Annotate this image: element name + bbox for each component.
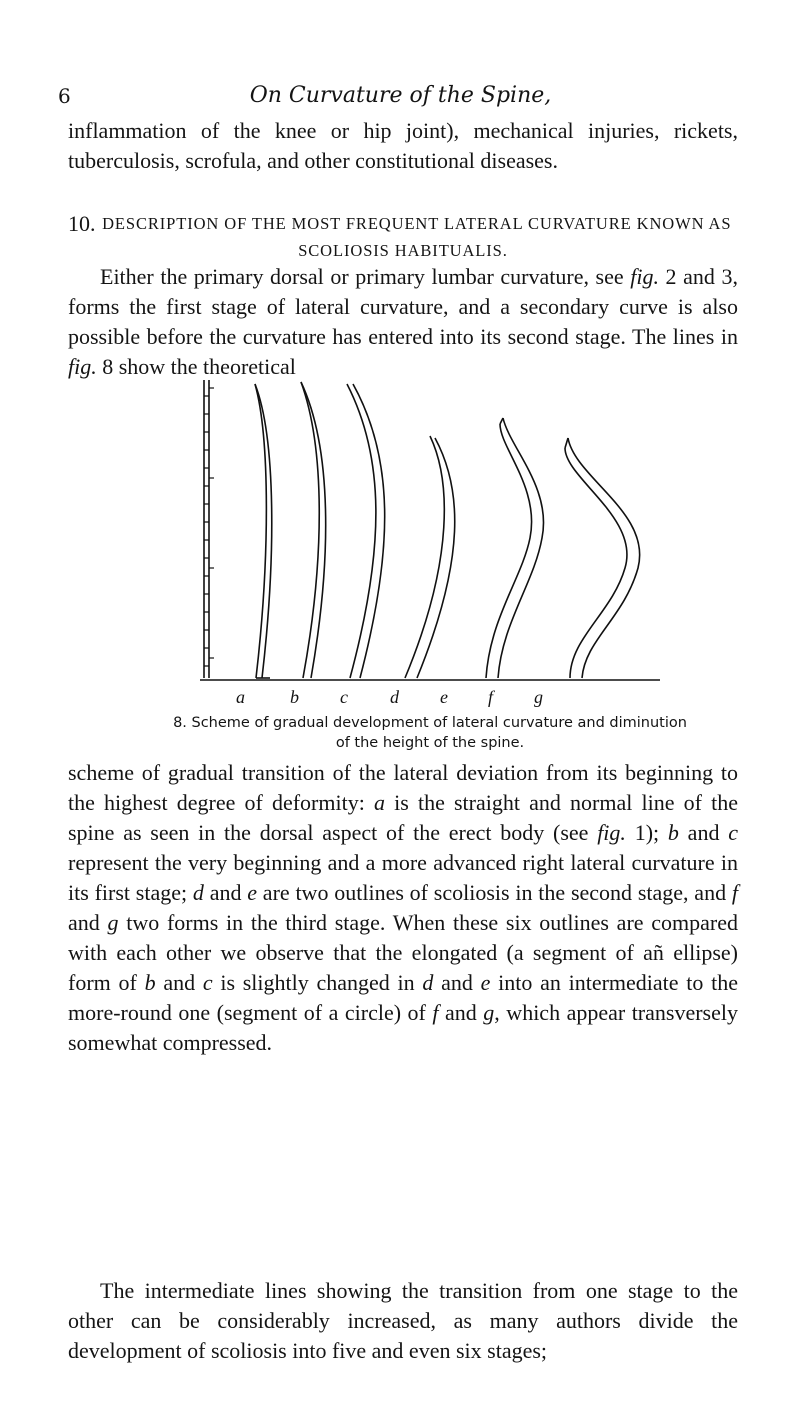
para2-text-10: and — [155, 970, 203, 995]
section-title: DESCRIPTION OF THE MOST FREQUENT LATERAL CURVATURE KNOWN AS SCOLIOSIS HABITUALIS. — [102, 214, 732, 260]
page-number: 6 — [58, 84, 71, 108]
para2-letter-g2: g — [483, 1000, 495, 1025]
intro-paragraph: inflammation of the knee or hip joint), mechanical injuries, rickets, tuberculosis, scrofula, and other constitutional diseases. — [68, 118, 738, 173]
para2-letter-f2: f — [432, 1000, 439, 1025]
para1-text-1: Either the primary dorsal or primary lumbar curvature, see — [100, 264, 631, 289]
label-e: e — [440, 687, 448, 707]
para2-letter-b2: b — [144, 970, 156, 995]
para2-text-9: two forms in the third stage. When these six outlines are compared with each other we observe that the elongated (a segment of añ ellipse) form of — [68, 910, 738, 995]
label-c: c — [340, 687, 348, 707]
para2-letter-c2: c — [202, 970, 213, 995]
para2-text-4: and — [678, 820, 729, 845]
section-number: 10. — [68, 211, 96, 236]
label-a: a — [236, 687, 245, 707]
para2-text-3: 1); — [625, 820, 668, 845]
figure-caption — [160, 713, 700, 753]
para1-text-3: 8 show the theoretical — [96, 354, 296, 379]
para1-fig-ref-2: fig. — [68, 354, 97, 379]
para2-letter-b: b — [667, 820, 679, 845]
para2-text-13: into an intermediate to the more-round one (segment of a circle) of — [68, 970, 739, 1025]
label-d: d — [390, 687, 399, 707]
label-b: b — [290, 687, 299, 707]
para2-letter-a: a — [374, 790, 385, 815]
caption-line-1: 8. Scheme of gradual development of lateral curvature and diminution — [173, 715, 687, 731]
para2-text-15: , which appear transversely somewhat compressed. — [68, 1000, 738, 1055]
para2-text-14: and — [438, 1000, 484, 1025]
label-g: g — [534, 687, 543, 707]
outline-d — [347, 384, 385, 678]
para1-text-2: 2 and 3, forms the first stage of lateral curvature, and a secondary curve is also possible before the curvature has entered into its second stage. The lines in — [68, 264, 738, 349]
figure-letters — [200, 687, 660, 711]
label-f: f — [488, 687, 494, 707]
running-title: On Curvature of the Spine, — [249, 83, 552, 108]
para2-text-5: represent the very beginning and a more advanced right lateral curvature in its first stage; — [68, 850, 738, 905]
outline-g — [565, 438, 640, 678]
para2-text-1: scheme of gradual transition of the lateral deviation from its beginning to the highest degree of deformity: — [68, 760, 738, 815]
caption-line-2: of the height of the spine. — [335, 735, 525, 751]
para2-letter-g: g — [107, 910, 119, 935]
para2-text-6: and — [203, 880, 248, 905]
para2-letter-f: f — [731, 880, 738, 905]
paragraph-1 — [68, 262, 738, 382]
para1-fig-ref-1: fig. — [630, 264, 659, 289]
para2-letter-e: e — [247, 880, 258, 905]
section-heading — [68, 210, 738, 264]
para2-text-8: and — [68, 910, 108, 935]
outline-e — [405, 436, 455, 678]
outline-a — [204, 380, 214, 678]
para2-fig-ref: fig. — [597, 820, 626, 845]
para2-text-7: are two outlines of scoliosis in the second stage, and — [257, 880, 732, 905]
para2-letter-d2: d — [422, 970, 434, 995]
spine-curvature-figure — [200, 378, 660, 683]
outline-c — [301, 382, 326, 678]
para2-letter-c: c — [728, 820, 738, 845]
paragraph-2 — [68, 758, 738, 1058]
para2-text-11: is slightly changed in — [212, 970, 423, 995]
outline-f — [486, 418, 544, 678]
para2-letter-d: d — [192, 880, 204, 905]
paragraph-3: The intermediate lines showing the transition from one stage to the other can be considerably increased, as many authors divide the development of scoliosis into five and even six stages; — [68, 1278, 738, 1363]
para2-text-12: and — [433, 970, 481, 995]
para2-text-2: is the straight and normal line of the spine as seen in the dorsal aspect of the erect body (see — [68, 790, 739, 845]
para2-letter-e2: e — [480, 970, 491, 995]
outline-b — [255, 384, 272, 678]
